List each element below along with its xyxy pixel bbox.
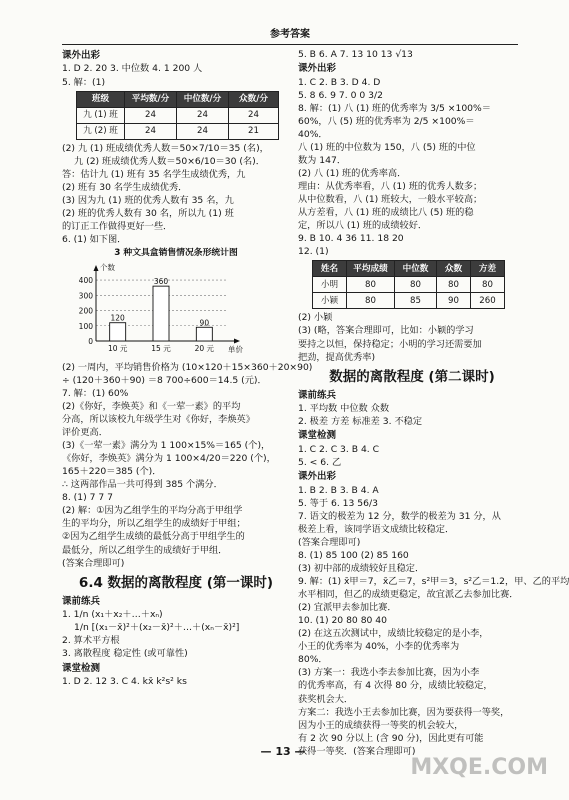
answer-line: 1. C 2. C 3. B 4. C [298, 443, 380, 455]
table-header-cell: 平均成绩 [347, 261, 395, 277]
answer-line: 8. (1) 85 100 (2) 85 160 [298, 549, 409, 561]
answer-line: 的优秀率高，有 4 次得 80 分，成绩比较稳定， [298, 680, 493, 692]
answer-line: (2)《你好，李焕英》和《一荤一素》的平均 [62, 400, 241, 412]
answer-line: 8. (1) 7 7 7 [62, 492, 113, 504]
answer-line: 60%，八 (5) 班的优秀率为 2/5 ×100%＝ [298, 115, 475, 127]
answer-line: 5. 等于 6. 13 56/3 [298, 497, 378, 509]
table-cell: 24 [177, 123, 229, 139]
y-axis-arrow [94, 265, 99, 271]
answer-line: 1. B 2. B 3. B 4. A [298, 484, 379, 496]
table-cell: 24 [229, 107, 279, 123]
answer-line: (答案合理即可) [62, 557, 125, 569]
answer-line: 理由：从优秀率看，八 (1) 班的优秀人数多； [298, 181, 483, 193]
y-tick-label: 200 [78, 306, 93, 316]
table-header-cell: 中位数 [395, 261, 437, 277]
answer-line: 要持之以恒，保持稳定；小明的学习还需要加 [298, 338, 482, 350]
table-cell: 80 [471, 277, 505, 293]
answer-line: 7. 解：(1) 60% [62, 387, 129, 399]
answer-line: (2) 一周内，平均销售价格为 (10×120＋15×360＋20×90) [62, 361, 313, 373]
section-heading: 课外出彩 [298, 63, 337, 75]
data-label: 120 [110, 313, 125, 323]
answer-line: (3) 初中部的成绩较好且稳定． [298, 562, 425, 574]
answer-line: (3) 方案一：我选小李去参加比赛，因为小李 [298, 667, 480, 679]
table-header-cell: 方差 [471, 261, 505, 277]
page-number: — 13 — [260, 745, 306, 758]
answer-line: 9. B 10. 4 36 11. 18 20 [298, 233, 404, 245]
x-axis-arrow [234, 338, 240, 343]
answer-line: 5. 8 6. 9 7. 0 0 3/2 [298, 89, 383, 101]
table-header-row [77, 91, 279, 107]
x-tick-label: 10 元 [107, 343, 128, 353]
table-header-cell: 众数 [437, 261, 471, 277]
answer-line: 小王的优秀率为 40%，小李的优秀率为 [298, 641, 460, 653]
section-heading: 课外出彩 [62, 50, 101, 61]
x-tick-label: 20 元 [194, 343, 215, 353]
answer-line: (2) 班有 30 名学生成绩优秀． [62, 181, 188, 193]
answer-line: 7. 语文的极差为 12 分，数学的极差为 31 分，从 [298, 510, 501, 522]
answer-line: 6. (1) 如下图． [62, 234, 127, 246]
table-cell: 80 [395, 277, 437, 293]
y-tick-label: 300 [78, 290, 93, 300]
answer-line: ∴ 这两部作品一共可得到 385 个满分． [62, 479, 223, 491]
table-header-cell: 班级 [77, 91, 125, 107]
score-table [76, 91, 279, 140]
table-row [77, 123, 279, 139]
answer-line: 最低分，所以乙组学生的成绩好于甲组． [62, 544, 228, 556]
variance-table [312, 260, 505, 309]
answer-line: 9. 解：(1) x̄甲＝7，x̄乙＝7，s²甲＝3，s²乙＝1.2，甲、乙的平均 [298, 575, 569, 587]
table-cell: 九 (2) 班 [77, 123, 125, 139]
answer-line: 2. 算术平方根 [62, 635, 120, 647]
answer-line: (答案合理即可) [298, 536, 361, 548]
answer-line: 2. 极差 方差 标准差 3. 不稳定 [298, 416, 423, 428]
answer-line: 分高，所以该校九年级学生对《你好，李焕英》 [62, 413, 255, 425]
answer-line: 《你好，李焕英》满分为 1 100×4/20＝220 (个)， [62, 453, 276, 465]
table-header-row [313, 261, 505, 277]
table-cell: 260 [471, 293, 505, 309]
answer-line: 九 (2) 班成绩优秀人数＝50×6/10＝30 (名)． [74, 155, 265, 167]
answer-line: (3)《一荤一素》满分为 1 100×15%＝165 (个)， [62, 440, 271, 452]
answer-line: 1. C 2. B 3. D 4. D [298, 76, 381, 88]
answer-line: 评价更高． [62, 426, 108, 438]
answer-line: 1. D 2. 20 3. 中位数 4. 1 200 人 [62, 63, 203, 75]
table-cell: 80 [347, 277, 395, 293]
answer-line: 因为小王的成绩获得一等奖的机会较大， [298, 719, 464, 731]
answer-line: (2) 八 (1) 班的优秀率高． [298, 167, 407, 179]
answer-line: 80%． [298, 654, 328, 666]
section-heading: 课外出彩 [298, 471, 337, 483]
watermark: MXQE.COM [410, 755, 548, 780]
answer-line: (3) (略，答案合理即可，比如：小颖的学习 [298, 325, 474, 337]
section-heading: 课堂检测 [298, 430, 337, 442]
table-cell: 90 [437, 293, 471, 309]
right-column [298, 48, 569, 758]
table-cell: 21 [229, 123, 279, 139]
answer-line: (2) 九 (1) 班成绩优秀人数＝50×7/10＝35 (名)， [62, 142, 269, 154]
table-cell: 85 [395, 293, 437, 309]
answer-line: 有 2 次 90 分以上 (含 90 分)，因此更有可能 [298, 732, 484, 744]
section-title: 数据的离散程度 (第二课时) [329, 368, 495, 385]
answer-line: ②因为乙组学生成绩的最低分高于甲组学生的 [62, 531, 245, 543]
answer-line: 165＋220＝385 (个)． [62, 466, 162, 478]
answer-line: 从方差看，八 (1) 班的成绩比八 (5) 班的稳 [298, 207, 474, 219]
data-label: 360 [153, 276, 169, 286]
table-row [313, 277, 505, 293]
chart-title: 3 种文具盒销售情况条形统计图 [114, 248, 238, 259]
answer-line: 极差上看，该同学语文成绩比较稳定． [298, 523, 455, 535]
answer-line: 1. 平均数 中位数 众数 [298, 403, 390, 415]
answer-line: (2) 班的优秀人数有 30 名，所以九 (1) 班 [62, 207, 234, 219]
answer-line: 生的平均分，所以乙组学生的成绩好于甲组； [62, 518, 246, 530]
answer-line: 40%． [298, 128, 328, 140]
answer-line: 12. (1) [298, 246, 329, 258]
y-tick-label: 0 [88, 336, 93, 346]
section-heading: 课前练兵 [62, 595, 101, 607]
y-axis-label: 个数 [100, 262, 115, 272]
answer-line: 数为 147． [298, 154, 347, 166]
answer-line: (3) 因为九 (1) 班的优秀人数有 35 名，九 [62, 194, 234, 206]
answer-line: 3. 离散程度 稳定性 (或可靠性) [62, 648, 188, 660]
answer-line: (2) 解：①因为乙组学生的平均分高于甲组学 [62, 505, 243, 517]
table-header-cell: 众数/分 [229, 91, 279, 107]
answer-line: 10. (1) 20 80 80 40 [298, 615, 387, 627]
table-cell: 80 [347, 293, 395, 309]
x-tick-label: 15 元 [151, 343, 171, 353]
answer-line: 八 (1) 班的中位数为 150，八 (5) 班的中位 [298, 141, 476, 153]
table-cell: 小颖 [313, 293, 347, 309]
page-header: 参考答案 [62, 28, 518, 45]
section-heading: 课前练兵 [298, 389, 337, 401]
answer-line: ÷ (120＋360＋90) ＝8 700÷600＝14.5 (元)． [62, 374, 267, 386]
table-row [313, 293, 505, 309]
answer-line: 5. < 6. 乙 [298, 456, 342, 468]
bar [153, 286, 169, 341]
x-axis-label: 单价 [228, 344, 243, 354]
table-cell: 80 [437, 277, 471, 293]
answer-line: 1/n [(x₁－x̄)²＋(x₂－x̄)²＋…＋(xₙ－x̄)²] [74, 622, 240, 634]
answer-line: 8. 解：(1) 八 (1) 班的优秀率为 3/5 ×100%＝ [298, 102, 491, 114]
answer-line: 5. B 6. A 7. 13 10 13 √13 [298, 49, 413, 60]
answer-line: 获得一等奖．(答案合理即可) [298, 745, 416, 757]
answer-line: (2) 宜派甲去参加比赛． [298, 602, 397, 614]
table-cell: 24 [177, 107, 229, 123]
section-heading: 课堂检测 [62, 662, 101, 674]
bar [110, 322, 126, 340]
data-label: 90 [199, 317, 210, 327]
table-header-cell: 平均数/分 [125, 91, 177, 107]
answer-line: 答：估计九 (1) 班有 35 名学生成绩优秀，九 [62, 168, 246, 180]
table-row [77, 107, 279, 123]
answer-line: 方案二：我选小王去参加比赛，因为要获得一等奖， [298, 706, 510, 718]
answer-line: 把劲，提高优秀率) [298, 351, 376, 363]
section-title: 6.4 数据的离散程度 (第一课时) [78, 574, 274, 591]
answer-line: 获奖机会大． [298, 693, 354, 705]
answer-line: 1. 1/n (x₁＋x₂＋…＋xₙ) [62, 609, 163, 621]
table-cell: 24 [125, 123, 177, 139]
table-cell: 24 [125, 107, 177, 123]
table-header-cell: 姓名 [313, 261, 347, 277]
bar [196, 327, 212, 341]
answer-line: 水平相同，但乙的成绩更稳定，故宜派乙去参加比赛． [298, 589, 519, 601]
table-cell: 小明 [313, 277, 347, 293]
bar-chart [62, 261, 262, 357]
answer-line: 的订正工作做得更好一些． [62, 220, 173, 232]
answer-line: 1. D 2. 12 3. C 4. kx̄ k²s² ks [62, 676, 187, 688]
table-cell: 九 (1) 班 [77, 107, 125, 123]
answer-line: (2) 小颖 [298, 312, 333, 324]
table-header-cell: 中位数/分 [177, 91, 229, 107]
answer-line: 从中位数看，八 (1) 班较大，一般水平较高； [298, 194, 483, 206]
answer-line: (2) 在这五次测试中，成绩比较稳定的是小李， [298, 628, 489, 640]
answer-line: 定，所以八 (1) 班的成绩较好． [298, 220, 428, 232]
y-tick-label: 400 [78, 275, 93, 285]
answer-line: 5. 解：(1) [62, 76, 106, 88]
y-tick-label: 100 [78, 321, 93, 331]
